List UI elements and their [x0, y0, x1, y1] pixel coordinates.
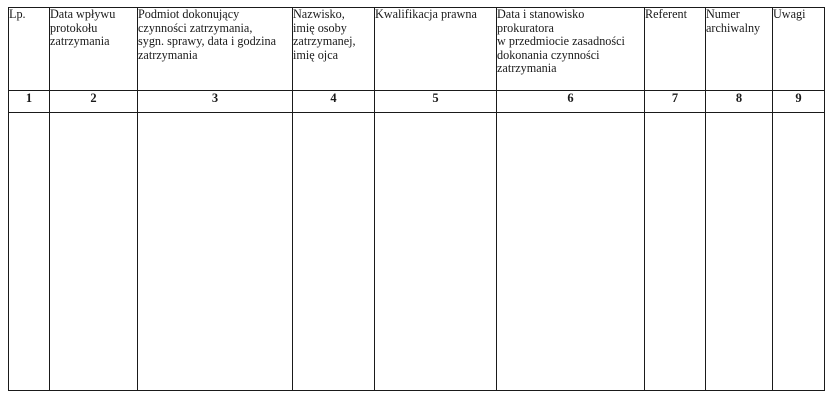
empty-entry-row — [9, 113, 825, 391]
empty-cell-prosecutor-position — [497, 113, 645, 391]
empty-cell-receipt-date — [50, 113, 138, 391]
empty-cell-legal-qualification — [375, 113, 497, 391]
col-number-6: 6 — [497, 91, 645, 113]
empty-cell-detainee-name — [293, 113, 375, 391]
col-header-detaining-entity: Podmiot dokonujący czynności zatrzymania, sygn. sprawy, data i godzina zatrzymania — [138, 8, 293, 91]
col-header-archive-number: Numer archiwalny — [706, 8, 773, 91]
col-number-5: 5 — [375, 91, 497, 113]
col-header-receipt-date: Data wpływu protokołu zatrzymania — [50, 8, 138, 91]
col-header-remarks: Uwagi — [773, 8, 825, 91]
col-header-prosecutor-position: Data i stanowisko prokuratora w przedmiocie zasadności dokonania czynności zatrzymania — [497, 8, 645, 91]
empty-cell-lp — [9, 113, 50, 391]
empty-cell-archive-number — [706, 113, 773, 391]
col-header-lp: Lp. — [9, 8, 50, 91]
col-number-9: 9 — [773, 91, 825, 113]
col-header-legal-qualification: Kwalifikacja prawna — [375, 8, 497, 91]
col-number-4: 4 — [293, 91, 375, 113]
col-number-2: 2 — [50, 91, 138, 113]
empty-cell-referent — [645, 113, 706, 391]
header-row — [9, 8, 825, 91]
col-number-1: 1 — [9, 91, 50, 113]
empty-cell-remarks — [773, 113, 825, 391]
col-number-3: 3 — [138, 91, 293, 113]
empty-cell-detaining-entity — [138, 113, 293, 391]
col-number-8: 8 — [706, 91, 773, 113]
col-number-7: 7 — [645, 91, 706, 113]
col-header-detainee-name: Nazwisko, imię osoby zatrzymanej, imię ojca — [293, 8, 375, 91]
col-header-referent: Referent — [645, 8, 706, 91]
column-number-row — [9, 91, 825, 113]
detention-register-table — [8, 7, 825, 391]
